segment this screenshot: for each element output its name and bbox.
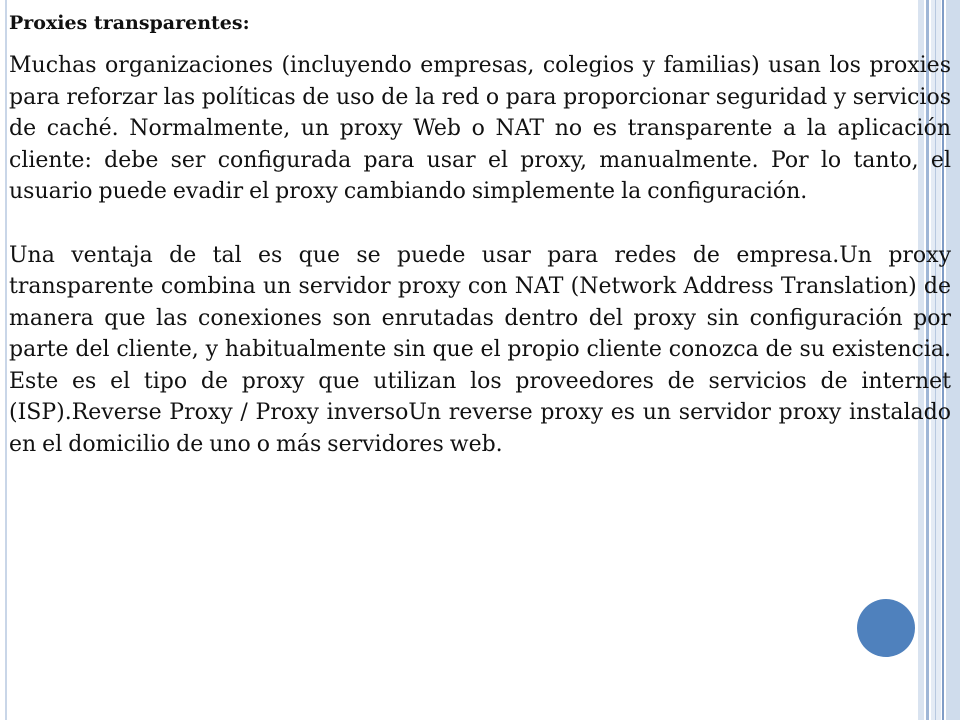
- paragraph-1: Muchas organizaciones (incluyendo empresas, colegios y familias) usan los proxies para reforzar las políticas de uso de la red o para proporcionar seguridad y servicios de caché. Normalmente, un proxy Web o NAT no es transparente a la aplicación cliente: debe ser configurada para usar el proxy, manualmente. Por lo tanto, el usuario puede evadir el proxy cambiando simplemente la configuración.: [9, 53, 951, 204]
- slide-heading: Proxies transparentes:: [9, 12, 250, 34]
- decorative-circle-icon: [857, 599, 915, 657]
- left-border-line: [5, 0, 7, 720]
- slide-content: [9, 8, 951, 460]
- paragraph-2: Una ventaja de tal es que se puede usar para redes de empresa.Un proxy transparente combina un servidor proxy con NAT (Network Address Translation) de manera que las conexiones son enrutadas dentro del proxy sin configuración por parte del cliente, y habitualmente sin que el propio cliente conozca de su existencia. Este es el tipo de proxy que utilizan los proveedores de servicios de internet (ISP).Reverse Proxy / Proxy inversoUn reverse proxy es un servidor proxy instalado en el domicilio de uno o más servidores web.: [9, 242, 951, 457]
- paragraph-gap: [9, 208, 951, 240]
